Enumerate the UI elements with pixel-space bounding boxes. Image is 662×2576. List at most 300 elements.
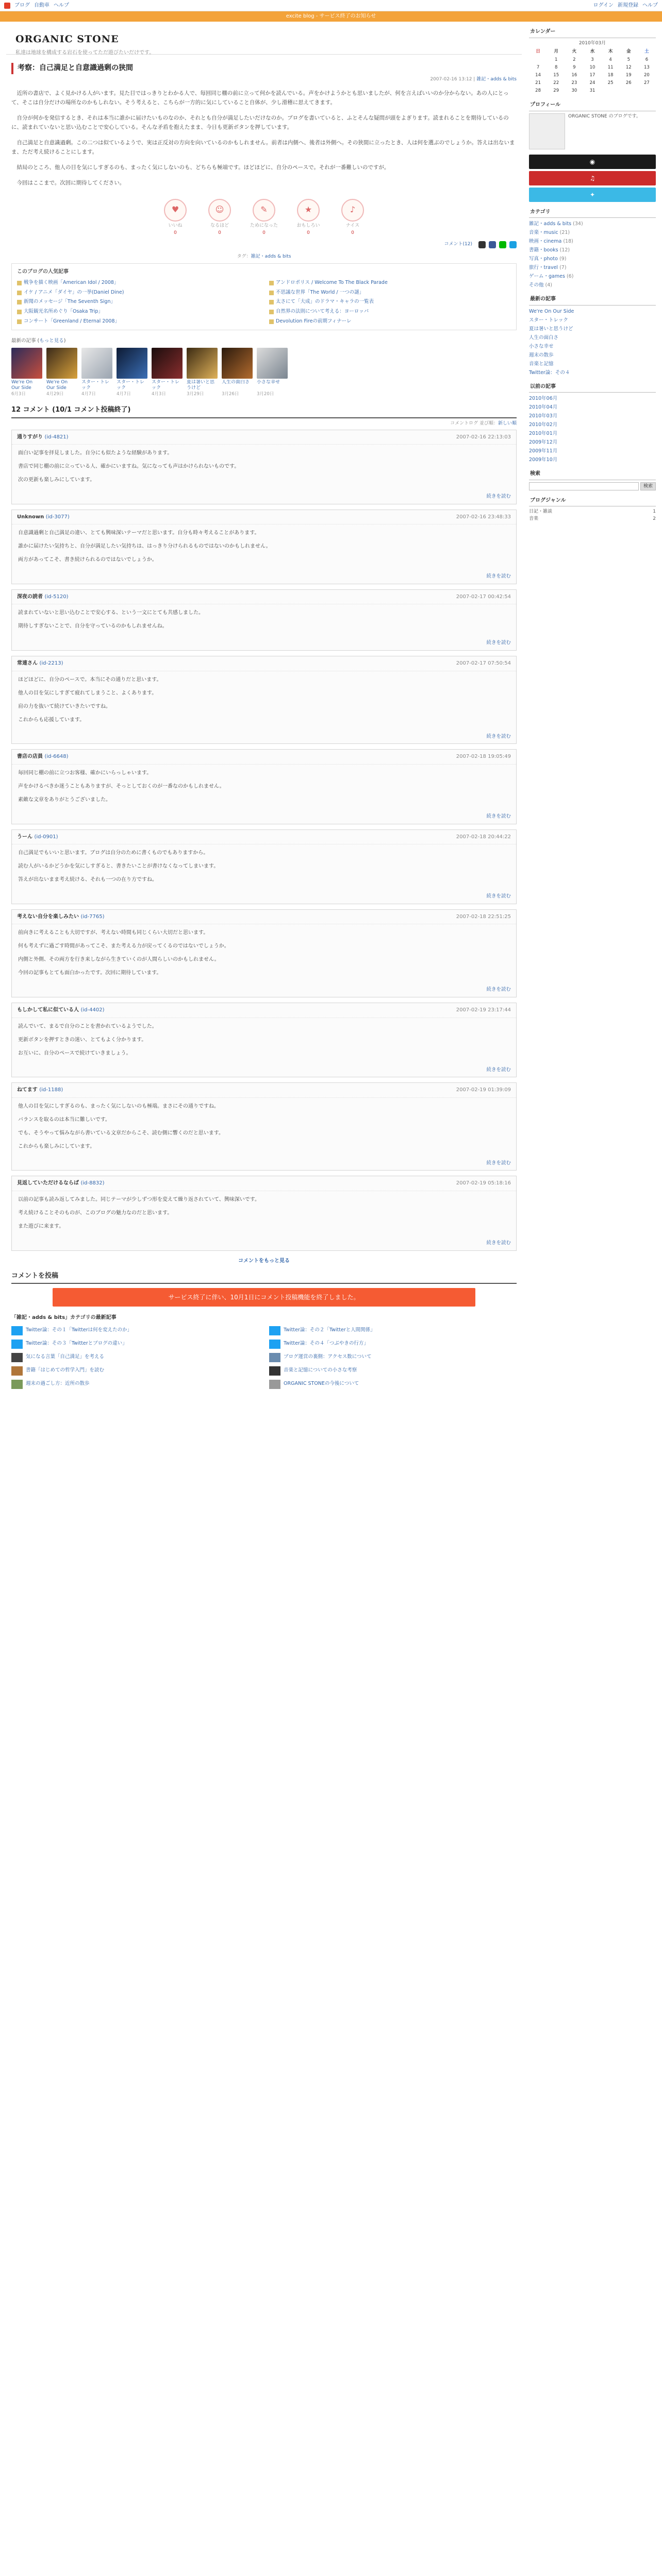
related-item[interactable] <box>17 318 259 326</box>
podcast-banner[interactable] <box>529 155 656 169</box>
category-count: (7) <box>559 265 567 271</box>
sort-newest-link[interactable]: 新しい順 <box>498 420 517 426</box>
related-item[interactable] <box>269 318 511 326</box>
thumb-caption: スター・トレック <box>81 380 110 391</box>
recent-item[interactable]: 人生の面白さ <box>529 334 559 341</box>
profile-body <box>529 113 656 149</box>
calendar-day[interactable]: 13 <box>644 64 650 70</box>
recent-item[interactable]: スター・トレック <box>529 317 568 323</box>
comment-author-id[interactable]: (id-7765) <box>80 913 105 920</box>
recent-widget-title: 最新の記事 <box>529 294 656 306</box>
line-share-icon[interactable] <box>499 241 506 248</box>
comment-more-link[interactable]: 続きを読む <box>486 893 511 900</box>
category-count: (21) <box>559 230 570 236</box>
comment-paragraph: 他人の目を気にしすぎて疲れてしまうこと、よくあります。 <box>18 690 157 696</box>
related-item[interactable] <box>269 298 511 306</box>
stamp-naruhodo[interactable] <box>204 199 235 237</box>
comment-date: 2007-02-19 23:17:44 <box>456 1007 511 1013</box>
comment-author[interactable] <box>17 1086 63 1094</box>
related-grid <box>17 279 511 326</box>
calendar-day[interactable]: 27 <box>644 80 650 86</box>
comment-paragraph: 肩の力を抜いて続けていきたいですね。 <box>18 703 111 709</box>
related-heading: このブログの人気記事 <box>17 269 69 275</box>
related-item-label: アンドロポリス / Welcome To The Black Parade <box>276 279 388 285</box>
chart-icon <box>269 1353 280 1362</box>
twitter-icon <box>11 1326 23 1335</box>
calendar-day[interactable]: 17 <box>589 72 595 78</box>
comment-header <box>12 1176 516 1191</box>
stats-widget <box>529 496 656 523</box>
recent-item[interactable]: 夏は暑いと思うけど <box>529 326 573 332</box>
top-link-register[interactable]: 新規登録 <box>618 2 638 8</box>
twitter-icon <box>269 1326 280 1335</box>
comment-author[interactable] <box>17 433 68 442</box>
calendar-week <box>529 79 656 87</box>
load-more-comments[interactable]: コメントをもっと見る <box>238 1258 290 1264</box>
archive-item[interactable]: 2009年11月 <box>529 448 558 454</box>
thumbnail-image <box>117 348 147 379</box>
category-label: 音楽・music <box>529 230 558 236</box>
comment-paragraph: 誰かに届けたい気持ちと、自分が満足したい気持ちは、はっきり分けられるものではないのかもしれません。 <box>18 544 271 550</box>
comment-author-name: Unknown <box>17 514 44 520</box>
comment-author[interactable] <box>17 1179 104 1188</box>
article-category-link[interactable]: 雑記・adds & bits <box>476 76 517 82</box>
stamp-count: 0 <box>218 230 221 235</box>
calendar-day[interactable]: 29 <box>553 88 559 94</box>
book-icon <box>11 1353 23 1362</box>
comment-author-name: もしかして私に似ている人 <box>17 1007 79 1013</box>
comment-author[interactable] <box>17 1006 104 1014</box>
archive-item[interactable]: 2010年06月 <box>529 396 558 402</box>
category-item[interactable] <box>529 238 656 245</box>
comment-paragraph: 面白い記事を拝見しました。自分にも似たような経験があります。 <box>18 450 173 456</box>
recent-item[interactable]: 小さな幸せ <box>529 343 554 349</box>
bullet-icon <box>17 300 22 304</box>
comment-author-id[interactable]: (id-0901) <box>34 834 58 840</box>
calendar-day[interactable]: 2 <box>573 57 576 62</box>
stamp-useful[interactable] <box>249 199 279 237</box>
comment-paragraph: 毎回同じ棚の前に立つお客様、確かにいらっしゃいます。 <box>18 770 152 776</box>
stamp-like[interactable] <box>160 199 191 237</box>
comment <box>11 1176 517 1250</box>
walk-icon <box>11 1380 23 1389</box>
archive-item[interactable]: 2010年03月 <box>529 413 558 419</box>
comment-more-link[interactable]: 続きを読む <box>486 1240 511 1246</box>
comment-paragraph: 自己満足でもいいと思います。ブログは自分のために書くものでもありますから。 <box>18 850 209 856</box>
calendar-widget <box>529 27 656 95</box>
calendar-day[interactable]: 23 <box>571 80 577 86</box>
comment-author-id[interactable]: (id-6648) <box>44 754 69 760</box>
hatena-share-icon[interactable] <box>509 241 517 248</box>
comment-date: 2007-02-17 07:50:54 <box>456 660 511 667</box>
category-item[interactable] <box>529 281 656 289</box>
related-item[interactable] <box>17 298 259 306</box>
category-label: 旅行・travel <box>529 265 558 271</box>
category-item-label: ブログ運営の裏側：アクセス数について <box>284 1354 372 1360</box>
facebook-share-icon[interactable] <box>489 241 496 248</box>
calendar-weekday: 金 <box>626 49 631 55</box>
related-item-label: 大阪観光名所めぐり「Osaka Trip」 <box>24 309 103 315</box>
calendar-day[interactable]: 8 <box>555 64 558 70</box>
calendar-day[interactable]: 12 <box>625 64 632 70</box>
stamp-label: おもしろい <box>296 223 320 228</box>
calendar-day[interactable]: 31 <box>589 88 595 94</box>
related-item[interactable] <box>269 279 511 287</box>
comments-sort <box>11 420 517 428</box>
thumb-caption: We're On Our Side <box>46 380 68 391</box>
comment-author-name: 見返していただけるならば <box>17 1180 79 1187</box>
category-item-label: Twitter論：その３「Twitterとブログの違い」 <box>26 1341 127 1347</box>
calendar-title: カレンダー <box>529 27 656 38</box>
comment-author-name: 通りすがり <box>17 434 43 440</box>
calendar-day[interactable]: 3 <box>591 57 594 62</box>
recent-thumb[interactable] <box>81 348 112 398</box>
comment-author[interactable] <box>17 913 104 921</box>
last-fm-banner[interactable] <box>529 171 656 185</box>
category-count: (18) <box>563 239 573 245</box>
category-count: (4) <box>545 282 553 289</box>
stamp-row <box>11 199 517 237</box>
recent-thumb[interactable] <box>46 348 77 398</box>
comment-paragraph: でも、そうやって悩みながら書いている文章だからこそ、読む側に響くのだと思います。 <box>18 1130 224 1136</box>
category-latest-item[interactable] <box>269 1326 517 1335</box>
star-icon: ★ <box>297 199 320 222</box>
comment <box>11 1082 517 1171</box>
category-latest-item[interactable] <box>269 1380 517 1389</box>
comment-author-id[interactable]: (id-4402) <box>80 1007 105 1013</box>
bullet-icon <box>17 310 22 314</box>
comment-date: 2007-02-17 00:42:54 <box>456 594 511 600</box>
article-paragraph: 今回はここまで。次回に期待してください。 <box>16 179 125 186</box>
recent-item[interactable]: 音楽と記憶 <box>529 361 554 367</box>
recent-heading: 最新の記事 (もっと見る) <box>11 337 66 344</box>
recent-item[interactable]: We're On Our Side <box>529 308 574 314</box>
calendar-day[interactable]: 22 <box>553 80 559 86</box>
blog-title[interactable]: ORGANIC STONE <box>15 33 119 45</box>
music-note-icon: ♪ <box>341 199 364 222</box>
related-item-label: 不思議な世界「The World / 一つの謎」 <box>276 289 365 295</box>
search-title: 検索 <box>529 469 656 480</box>
twitter-icon <box>11 1340 23 1349</box>
calendar-day[interactable]: 26 <box>625 80 632 86</box>
recent-list <box>529 308 656 377</box>
comment-author-id[interactable]: (id-3077) <box>45 514 70 520</box>
service-notice-bar[interactable]: excite blog - サービス終了のお知らせ <box>0 11 662 22</box>
calendar-day[interactable]: 21 <box>535 80 541 86</box>
thumb-date: 3月29日 <box>187 392 204 397</box>
category-latest-item[interactable] <box>11 1380 259 1389</box>
comment-more-link[interactable]: 続きを読む <box>486 494 511 499</box>
top-link-login[interactable]: ログイン <box>593 2 614 8</box>
comment-paragraph: 自意識過剰と自己満足の違い、とても興味深いテーマだと思います。自分も時々考えることがあります。 <box>18 530 260 536</box>
thumb-date: 4月29日 <box>46 392 64 397</box>
calendar-day[interactable]: 4 <box>609 57 612 62</box>
comment-more-link[interactable]: 続きを読む <box>486 987 511 993</box>
post-comment-button[interactable]: サービス終了に伴い、10月1日にコメント投稿機能を終了しました。 <box>53 1288 475 1307</box>
category-count: (9) <box>559 256 567 262</box>
calendar-day[interactable]: 6 <box>645 57 649 62</box>
recent-thumb[interactable] <box>11 348 42 398</box>
comment-date: 2007-02-18 19:05:49 <box>456 754 511 760</box>
comment-paragraph: 読まれていないと思い込むことで安心する、という一文にとても共感しました。 <box>18 610 204 616</box>
calendar-day[interactable]: 5 <box>627 57 630 62</box>
category-widget <box>529 207 656 290</box>
calendar-day[interactable]: 9 <box>573 64 576 70</box>
comment-author[interactable] <box>17 833 58 841</box>
comment-paragraph: 今回の記事もとても面白かったです。次回に期待しています。 <box>18 970 162 976</box>
comment-body <box>12 1098 516 1160</box>
article-paragraph: 結局のところ、他人の目を気にしすぎるのも、まったく気にしないのも、どちらも極端です。ほどほどに、自分のペースで。それが一番難しいのですが。 <box>16 164 390 171</box>
comment-paragraph: 声をかけるべきか迷うこともありますが、そっとしておくのが一番なのかもしれません。 <box>18 783 225 789</box>
comment-author-id[interactable]: (id-2213) <box>39 660 63 667</box>
related-item-label: 自然界の法則について考える：ヨーロッパ <box>276 309 369 315</box>
comment <box>11 510 517 584</box>
comment-header <box>12 910 516 925</box>
related-item[interactable] <box>17 289 259 297</box>
profile-text: ORGANIC STONE のブログです。 <box>568 113 641 119</box>
comment-author[interactable] <box>17 513 70 521</box>
bullet-icon <box>17 281 22 285</box>
comment-author-id[interactable]: (id-8832) <box>80 1180 105 1187</box>
blog-description: 私達は地球を構成する岩石を使ってただ遊びたいだけです。 <box>15 50 155 56</box>
comment-list <box>11 430 517 1251</box>
book-icon <box>11 1366 23 1376</box>
calendar-day[interactable]: 15 <box>553 72 559 78</box>
calendar-day[interactable] <box>620 87 638 95</box>
bullet-icon <box>269 281 274 285</box>
category-latest-item[interactable] <box>11 1366 259 1376</box>
calendar-day[interactable]: 18 <box>607 72 614 78</box>
top-link-help[interactable]: ヘルプ <box>54 2 69 8</box>
comment-more-link[interactable]: 続きを読む <box>486 813 511 819</box>
comment-paragraph: 答えが出ないまま考え続ける、それも一つの在り方ですね。 <box>18 877 157 883</box>
sidebar <box>529 22 656 1394</box>
category-item[interactable] <box>529 229 656 236</box>
calendar-day[interactable]: 16 <box>571 72 577 78</box>
thumb-caption: スター・トレック <box>152 380 180 391</box>
comment <box>11 829 517 904</box>
category-latest-item[interactable] <box>11 1340 259 1349</box>
comment-header <box>12 430 516 445</box>
comment-author-id[interactable]: (id-1188) <box>39 1087 63 1093</box>
related-box <box>11 263 517 330</box>
category-count: (12) <box>559 247 570 253</box>
archive-item[interactable]: 2009年12月 <box>529 439 558 446</box>
category-item[interactable] <box>529 273 656 280</box>
profile-title: プロフィール <box>529 100 656 111</box>
comment-author[interactable] <box>17 753 68 761</box>
category-latest-item[interactable] <box>11 1326 259 1335</box>
comment-paragraph: 考え続けることそのものが、このブログの魅力なのだと思います。 <box>18 1210 173 1216</box>
calendar-day[interactable]: 30 <box>571 88 577 94</box>
bullet-icon <box>17 319 22 324</box>
article-title[interactable]: 考察：自己満足と自意識過剰の狭間 <box>11 63 517 74</box>
share-row <box>11 241 517 248</box>
pencil-icon: ✎ <box>253 199 275 222</box>
recent-widget <box>529 294 656 377</box>
calendar-day[interactable]: 20 <box>644 72 650 78</box>
category-item[interactable] <box>529 255 656 263</box>
comment-paragraph: 他人の目を気にしすぎるのも、まったく気にしないのも極端。まさにその通りですね。 <box>18 1103 219 1109</box>
thumb-date: 6月3日 <box>11 392 26 397</box>
comment-date: 2007-02-19 05:18:16 <box>456 1180 511 1187</box>
calendar-day[interactable]: 7 <box>536 64 540 70</box>
recent-item[interactable]: 週末の散歩 <box>529 352 554 358</box>
thumbnail-image <box>81 348 112 379</box>
top-link-car[interactable]: 自動車 <box>34 2 49 8</box>
archive-item[interactable]: 2010年04月 <box>529 404 558 411</box>
tag-link[interactable]: 雑記・adds & bits <box>251 253 291 259</box>
archive-item[interactable]: 2009年10月 <box>529 457 558 463</box>
comment-author-name: ねてます <box>17 1087 38 1093</box>
comment-header <box>12 510 516 525</box>
podcast-icon: ◉ <box>589 158 595 165</box>
comment-more-link[interactable]: 続きを読む <box>486 1066 511 1073</box>
calendar-day[interactable] <box>602 87 620 95</box>
calendar-day[interactable]: 11 <box>607 64 614 70</box>
calendar-day[interactable]: 24 <box>589 80 595 86</box>
calendar-day[interactable] <box>638 87 656 95</box>
comment-body <box>12 524 516 573</box>
comment-more-link[interactable]: 続きを読む <box>486 1160 511 1166</box>
calendar-weekday: 土 <box>644 49 649 55</box>
comment-paragraph: 何も考えずに過ごす時間があってこそ、また考える力が戻ってくるのではないでしょうか。 <box>18 943 229 950</box>
thumb-caption: 人生の面白さ <box>222 380 250 385</box>
related-item-label: 戦争を描く映画「American Idol / 2008」 <box>24 279 119 285</box>
comment <box>11 589 517 651</box>
archive-item[interactable]: 2010年02月 <box>529 422 558 428</box>
search-button[interactable]: 検索 <box>640 482 656 490</box>
thumb-date: 4月7日 <box>81 392 96 397</box>
comment-more-link[interactable]: 続きを読む <box>486 733 511 739</box>
calendar-day[interactable]: 25 <box>607 80 614 86</box>
calendar-week <box>529 72 656 79</box>
comment-body <box>12 844 516 893</box>
category-latest-item[interactable] <box>11 1353 259 1362</box>
comment <box>11 430 517 504</box>
calendar-days <box>529 56 656 95</box>
archive-item[interactable]: 2010年01月 <box>529 431 558 437</box>
comment-author[interactable] <box>17 593 68 601</box>
related-item[interactable] <box>269 289 511 297</box>
comment-paragraph: 両方があってこそ、書き続けられるのではないでしょうか。 <box>18 557 157 563</box>
stamp-count: 0 <box>262 230 266 235</box>
archive-widget <box>529 382 656 464</box>
comment-date: 2007-02-18 20:44:22 <box>456 834 511 840</box>
x-share-icon[interactable] <box>478 241 486 248</box>
top-link-help-right[interactable]: ヘルプ <box>642 2 658 8</box>
recent-item[interactable]: Twitter論：その４ <box>529 369 570 376</box>
excite-logo-icon[interactable] <box>4 3 10 9</box>
calendar-day[interactable]: 1 <box>555 57 558 62</box>
top-link-blog[interactable]: ブログ <box>14 2 30 8</box>
category-label: 映画・cinema <box>529 239 562 245</box>
comment-more-link[interactable]: 続きを読む <box>486 640 511 646</box>
comment-paragraph: 前向きに考えることも大切ですが、考えない時間も同じくらい大切だと思います。 <box>18 930 209 936</box>
comment-header <box>12 1083 516 1098</box>
category-label: 雑記・adds & bits <box>529 221 572 227</box>
comment-header <box>12 590 516 605</box>
calendar-weekday: 水 <box>590 49 595 55</box>
related-item-label: イケ / アニメ「ダイヤ」の一挙(Daniel Dine) <box>24 289 124 295</box>
calendar-day[interactable]: 28 <box>535 88 541 94</box>
category-label: 書籍・books <box>529 247 558 253</box>
comment-author[interactable] <box>17 659 63 668</box>
calendar-table <box>529 48 656 95</box>
comment-paragraph: 以前の記事も読み返してみました。同じテーマが少しずつ形を変えて繰り返されていて、興味深いです。 <box>18 1196 260 1202</box>
thumb-date: 4月7日 <box>117 392 131 397</box>
recent-thumb[interactable] <box>152 348 183 398</box>
calendar-day[interactable] <box>529 56 547 64</box>
stamp-label: いいね <box>168 223 183 228</box>
calendar-day[interactable]: 14 <box>535 72 541 78</box>
thumb-date: 3月20日 <box>257 392 274 397</box>
comment-author-id[interactable]: (id-4821) <box>44 434 69 440</box>
calendar-weekday: 木 <box>608 49 613 55</box>
comment-more-link[interactable]: 続きを読む <box>486 573 511 580</box>
blog-header <box>6 22 522 55</box>
search-input[interactable] <box>529 482 639 490</box>
recent-thumb[interactable] <box>117 348 147 398</box>
category-latest-item[interactable] <box>269 1366 517 1376</box>
bullet-icon <box>269 319 274 324</box>
twitter-icon <box>269 1340 280 1349</box>
avatar[interactable] <box>529 113 565 149</box>
comments-title: 12 コメント (10/1 コメント投稿終了) <box>11 405 517 418</box>
category-count: (34) <box>573 221 583 227</box>
category-item[interactable] <box>529 220 656 228</box>
recent-thumb[interactable] <box>222 348 253 398</box>
comment-paragraph: また遊びに来ます。 <box>18 1223 64 1229</box>
comment-count-link[interactable]: コメント(12) <box>444 241 472 247</box>
stats-title: ブログジャンル <box>529 496 656 507</box>
category-item[interactable] <box>529 264 656 272</box>
heart-icon: ♥ <box>164 199 187 222</box>
related-item[interactable] <box>269 308 511 316</box>
category-latest-item[interactable] <box>269 1340 517 1349</box>
page-layout <box>0 22 662 1394</box>
related-item[interactable] <box>17 279 259 287</box>
comment-header <box>12 1003 516 1018</box>
thumbnail-image <box>11 348 42 379</box>
stat-value: 1 <box>653 509 656 515</box>
recent-thumb[interactable] <box>257 348 288 398</box>
calendar-day[interactable]: 19 <box>625 72 632 78</box>
tag-line <box>11 253 517 261</box>
comment-date: 2007-02-18 22:51:25 <box>456 913 511 920</box>
recent-more-link[interactable]: もっと見る <box>39 337 64 344</box>
stamp-nice[interactable] <box>337 199 368 237</box>
comment-body <box>12 604 516 639</box>
category-latest-item[interactable] <box>269 1353 517 1362</box>
comment-date: 2007-02-16 23:48:33 <box>456 514 511 520</box>
related-item[interactable] <box>17 308 259 316</box>
stamp-funny[interactable] <box>293 199 324 237</box>
thumb-date: 4月3日 <box>152 392 166 397</box>
category-item[interactable] <box>529 246 656 254</box>
category-title: カテゴリ <box>529 207 656 218</box>
comment-author-id[interactable]: (id-5120) <box>44 594 69 600</box>
comment-paragraph: これからも楽しみにしています。 <box>18 1143 95 1149</box>
thumbnail-image <box>187 348 218 379</box>
comment-body <box>12 445 516 493</box>
recent-thumb[interactable] <box>187 348 218 398</box>
twitter-banner[interactable] <box>529 188 656 202</box>
stat-label: 日記・雑談 <box>529 509 553 515</box>
comment-body <box>12 1191 516 1240</box>
calendar-day[interactable]: 10 <box>589 64 595 70</box>
stats-row <box>529 516 656 523</box>
